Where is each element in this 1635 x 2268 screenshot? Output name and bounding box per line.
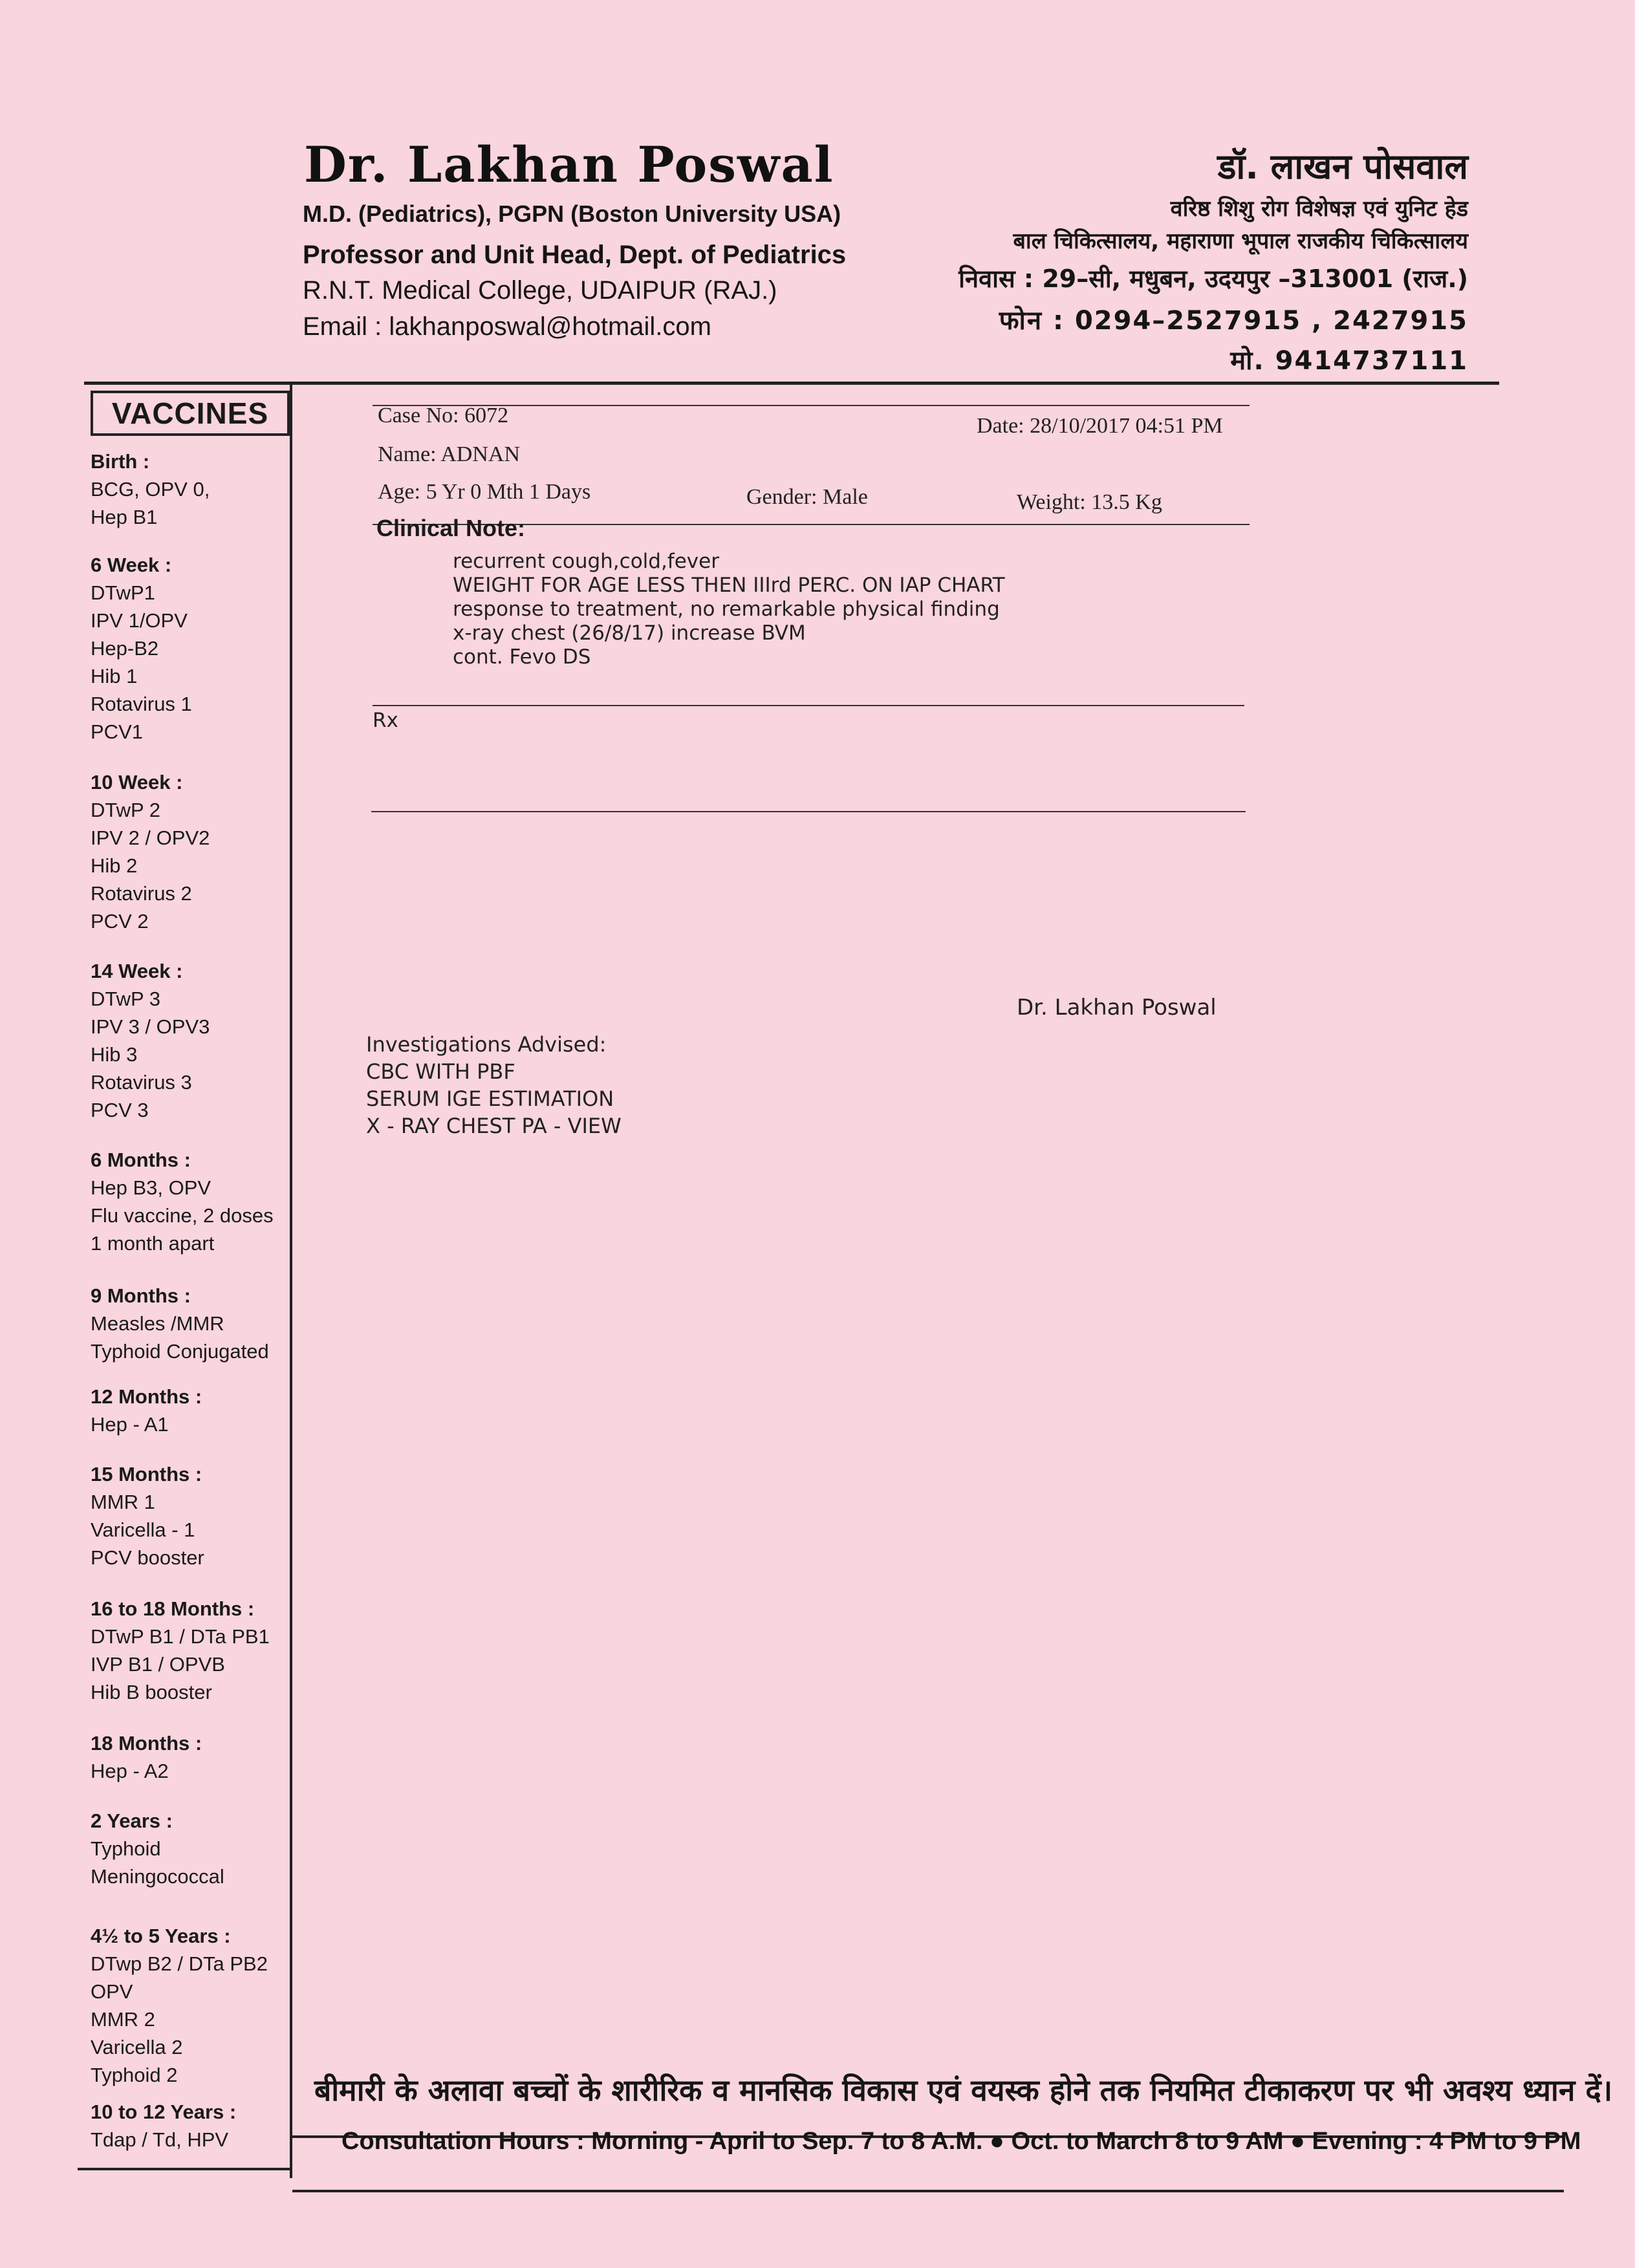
vaccine-item: BCG, OPV 0, <box>91 478 210 501</box>
vaccine-group-heading: 16 to 18 Months : <box>91 1597 255 1620</box>
vaccine-item: Hib 2 <box>91 854 138 877</box>
vaccine-group-heading: 18 Months : <box>91 1732 202 1755</box>
vaccine-item: Tdap / Td, HPV <box>91 2128 229 2151</box>
clinical-note-line: response to treatment, no remarkable physical finding <box>453 598 1000 621</box>
vaccine-group <box>91 1922 304 2089</box>
vaccine-item: PCV1 <box>91 720 143 743</box>
clinical-note-line: recurrent cough,cold,fever <box>453 550 719 573</box>
vaccine-item: MMR 2 <box>91 2008 155 2031</box>
vaccine-group <box>91 1807 304 1890</box>
investigation-item: X - RAY CHEST PA - VIEW <box>366 1114 622 1138</box>
patient-weight: Weight: 13.5 Kg <box>1017 490 1162 514</box>
vaccine-item: DTwP 2 <box>91 799 160 821</box>
rx-label: Rx <box>373 709 398 732</box>
vaccine-item: OPV <box>91 1980 133 2003</box>
vaccine-group-heading: 9 Months : <box>91 1284 191 1307</box>
vaccine-item: Rotavirus 1 <box>91 693 192 715</box>
vaccine-item: Typhoid Conjugated <box>91 1340 269 1363</box>
vaccine-group-heading: 12 Months : <box>91 1385 202 1408</box>
vaccine-item: DTwP1 <box>91 581 155 604</box>
signature: Dr. Lakhan Poswal <box>1017 995 1217 1021</box>
hindi-address: निवास : 29–सी, मधुबन, उदयपुर –313001 (राज.) <box>958 265 1468 293</box>
vaccine-group <box>91 448 304 531</box>
vaccine-item: Varicella - 1 <box>91 1518 195 1541</box>
vaccine-item: Varicella 2 <box>91 2036 183 2058</box>
hindi-phone: फोन : 0294–2527915 , 2427915 <box>999 306 1468 336</box>
designation: Professor and Unit Head, Dept. of Pediatrics <box>303 241 847 269</box>
vaccine-group <box>91 1146 304 1257</box>
college: R.N.T. Medical College, UDAIPUR (RAJ.) <box>303 276 777 305</box>
sidebar-bottom-rule <box>78 2168 291 2170</box>
vaccines-title: VACCINES <box>91 391 290 436</box>
vaccine-item: IPV 2 / OPV2 <box>91 826 210 849</box>
vaccine-group <box>91 768 304 935</box>
patient-gender: Gender: Male <box>746 485 868 509</box>
vaccine-item: DTwP 3 <box>91 988 160 1010</box>
clinical-note-line: x-ray chest (26/8/17) increase BVM <box>453 621 806 645</box>
investigations-list <box>366 1058 622 1139</box>
investigation-item: SERUM IGE ESTIMATION <box>366 1086 614 1111</box>
vaccine-group <box>91 2098 304 2154</box>
hindi-mobile: मो. 9414737111 <box>1230 346 1468 376</box>
vaccine-item: Hib 1 <box>91 665 138 687</box>
vaccine-item: IPV 1/OPV <box>91 609 188 632</box>
vaccine-item: PCV booster <box>91 1546 204 1569</box>
vaccine-item: Hib 3 <box>91 1043 138 1066</box>
vaccine-item: Measles /MMR <box>91 1312 224 1335</box>
vaccine-item: IVP B1 / OPVB <box>91 1653 225 1676</box>
vaccine-group-heading: 4½ to 5 Years : <box>91 1925 231 1947</box>
vaccine-item: DTwP B1 / DTa PB1 <box>91 1625 270 1648</box>
patient-name: Name: ADNAN <box>378 442 521 466</box>
consultation-hours: Consultation Hours : Morning - April to Sep. 7 to 8 A.M. ● Oct. to March 8 to 9 AM ● Evening : 4 PM to 9 PM <box>341 2128 1581 2155</box>
rx-bottom-line <box>371 811 1246 812</box>
hindi-designation: वरिष्ठ शिशु रोग विशेषज्ञ एवं युनिट हेड <box>1170 196 1468 222</box>
vaccine-item: PCV 2 <box>91 910 149 933</box>
vaccine-group-heading: 6 Months : <box>91 1149 191 1171</box>
clinical-note-body <box>453 550 1005 669</box>
clinical-note-line: WEIGHT FOR AGE LESS THEN IIIrd PERC. ON IAP CHART <box>453 574 1005 597</box>
vaccine-group-heading: Birth : <box>91 450 150 473</box>
vaccine-item: Meningococcal <box>91 1865 224 1888</box>
vaccine-group <box>91 1729 304 1785</box>
case-number: Case No: 6072 <box>378 404 509 427</box>
vaccine-group <box>91 551 304 746</box>
vaccine-item: Typhoid 2 <box>91 2064 178 2086</box>
vaccine-item: Rotavirus 2 <box>91 882 192 905</box>
footer-hindi-note: बीमारी के अलावा बच्चों के शारीरिक व मानसिक विकास एवं वयस्क होने तक नियमित टीकाकरण पर भी अवश्य ध्यान दें। <box>314 2073 1613 2108</box>
vaccine-item: Hep - A2 <box>91 1760 169 1782</box>
qualification: M.D. (Pediatrics), PGPN (Boston University USA) <box>303 200 841 227</box>
vaccine-item: 1 month apart <box>91 1232 215 1255</box>
clinical-note-title: Clinical Note: <box>376 515 526 541</box>
vaccine-item: MMR 1 <box>91 1491 155 1513</box>
vaccine-group <box>91 1383 304 1438</box>
vaccine-item: Rotavirus 3 <box>91 1071 192 1094</box>
rx-top-line <box>373 705 1244 706</box>
doctor-name: Dr. Lakhan Poswal <box>304 136 834 193</box>
vaccine-item: Flu vaccine, 2 doses <box>91 1204 274 1227</box>
vaccine-group <box>91 957 304 1124</box>
vaccine-group-heading: 10 to 12 Years : <box>91 2101 237 2123</box>
hindi-doctor-name: डॉ. लाखन पोसवाल <box>1217 146 1468 187</box>
vaccine-item: Hep - A1 <box>91 1413 169 1436</box>
footer-divider-bottom <box>292 2190 1564 2192</box>
vaccine-item: Hep B1 <box>91 506 158 528</box>
vaccine-item: Hib B booster <box>91 1681 212 1703</box>
email: Email : lakhanposwal@hotmail.com <box>303 312 711 341</box>
clinical-note-line: cont. Fevo DS <box>453 645 591 669</box>
vaccine-group-heading: 10 Week : <box>91 771 183 794</box>
vaccine-group <box>91 1460 304 1571</box>
vaccine-group-heading: 14 Week : <box>91 960 183 982</box>
vaccine-item: PCV 3 <box>91 1099 149 1121</box>
investigations-title: Investigations Advised: <box>366 1032 607 1057</box>
vaccine-item: Typhoid <box>91 1837 161 1860</box>
patient-age: Age: 5 Yr 0 Mth 1 Days <box>378 480 591 504</box>
vaccine-group-heading: 2 Years : <box>91 1809 173 1832</box>
visit-date: Date: 28/10/2017 04:51 PM <box>977 414 1223 438</box>
vaccine-group-heading: 6 Week : <box>91 554 172 576</box>
vaccine-item: IPV 3 / OPV3 <box>91 1015 210 1038</box>
header-divider <box>84 382 1499 385</box>
vaccine-group <box>91 1282 304 1365</box>
vaccine-item: Hep B3, OPV <box>91 1176 211 1199</box>
hindi-hospital: बाल चिकित्सालय, महाराणा भूपाल राजकीय चिकित्सालय <box>1013 228 1468 254</box>
vaccine-item: DTwp B2 / DTa PB2 <box>91 1952 268 1975</box>
vaccine-item: Hep-B2 <box>91 637 159 660</box>
vaccine-group-heading: 15 Months : <box>91 1463 202 1485</box>
investigation-item: CBC WITH PBF <box>366 1059 515 1084</box>
vaccine-group <box>91 1595 304 1706</box>
